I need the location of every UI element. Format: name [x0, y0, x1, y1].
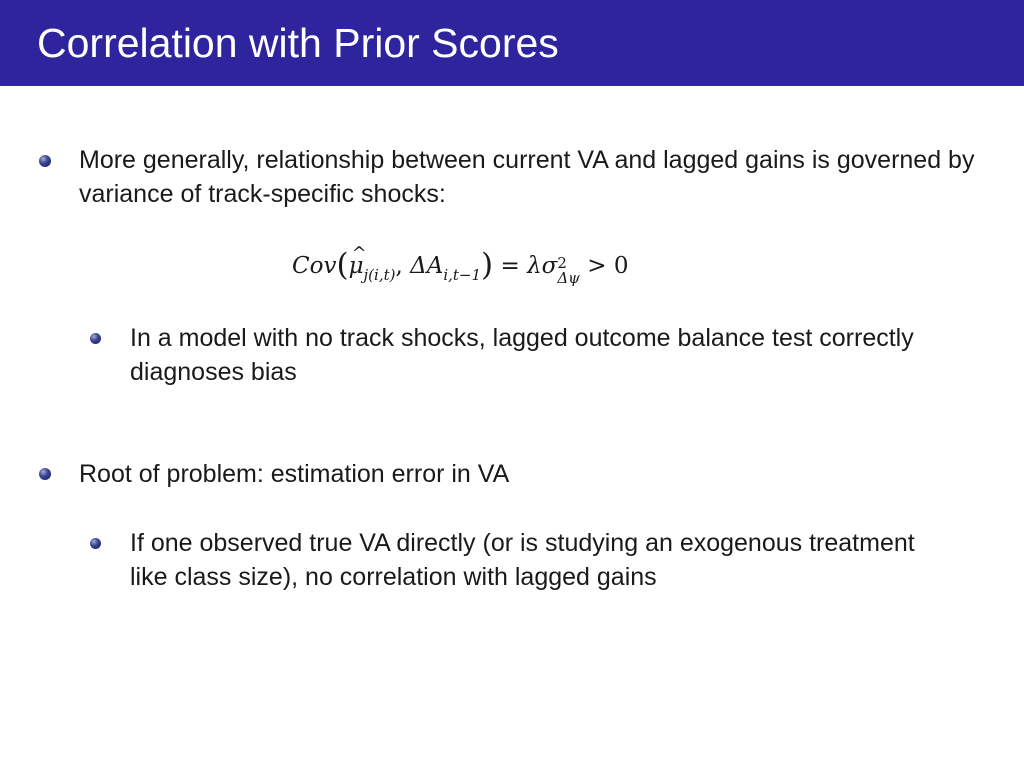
formula-sigma-sup: 2: [557, 254, 567, 272]
bullet-icon: [39, 468, 51, 480]
bullet-text: Root of problem: estimation error in VA: [79, 460, 510, 488]
formula-close-paren: ): [481, 247, 494, 283]
slide-title: Correlation with Prior Scores: [37, 20, 559, 66]
bullet-icon: [39, 155, 51, 167]
formula-cov: Cov: [292, 253, 337, 279]
formula-a-subscript: i,t−1: [443, 266, 482, 284]
formula-sigma-scripts: [557, 256, 580, 286]
sub-bullet-icon: [90, 538, 101, 549]
formula-mu: μ ^: [349, 253, 364, 279]
formula-open-paren: (: [336, 247, 349, 283]
formula-greater-than: >: [587, 253, 607, 279]
formula-zero: 0: [613, 253, 629, 279]
formula-equals: =: [500, 253, 520, 279]
sub-bullet-text: If one observed true VA directly (or is studying an exogenous treatment like class size), no correlation with lagged gains: [130, 529, 915, 591]
covariance-formula: [292, 247, 629, 291]
formula-lambda-sigma: λσ: [527, 253, 558, 279]
sub-bullet-text: In a model with no track shocks, lagged outcome balance test correctly diagnoses bias: [130, 324, 914, 386]
bullet-text: More generally, relationship between current VA and lagged gains is governed by variance of track-specific shocks:: [79, 146, 975, 208]
formula-delta-a: ΔA: [410, 253, 444, 279]
formula-mu-subscript: j(i,t): [363, 266, 396, 284]
formula-sigma-sub: Δψ: [557, 269, 580, 287]
sub-bullet-icon: [90, 333, 101, 344]
title-bar: [0, 0, 1024, 86]
formula-comma: ,: [395, 253, 403, 279]
